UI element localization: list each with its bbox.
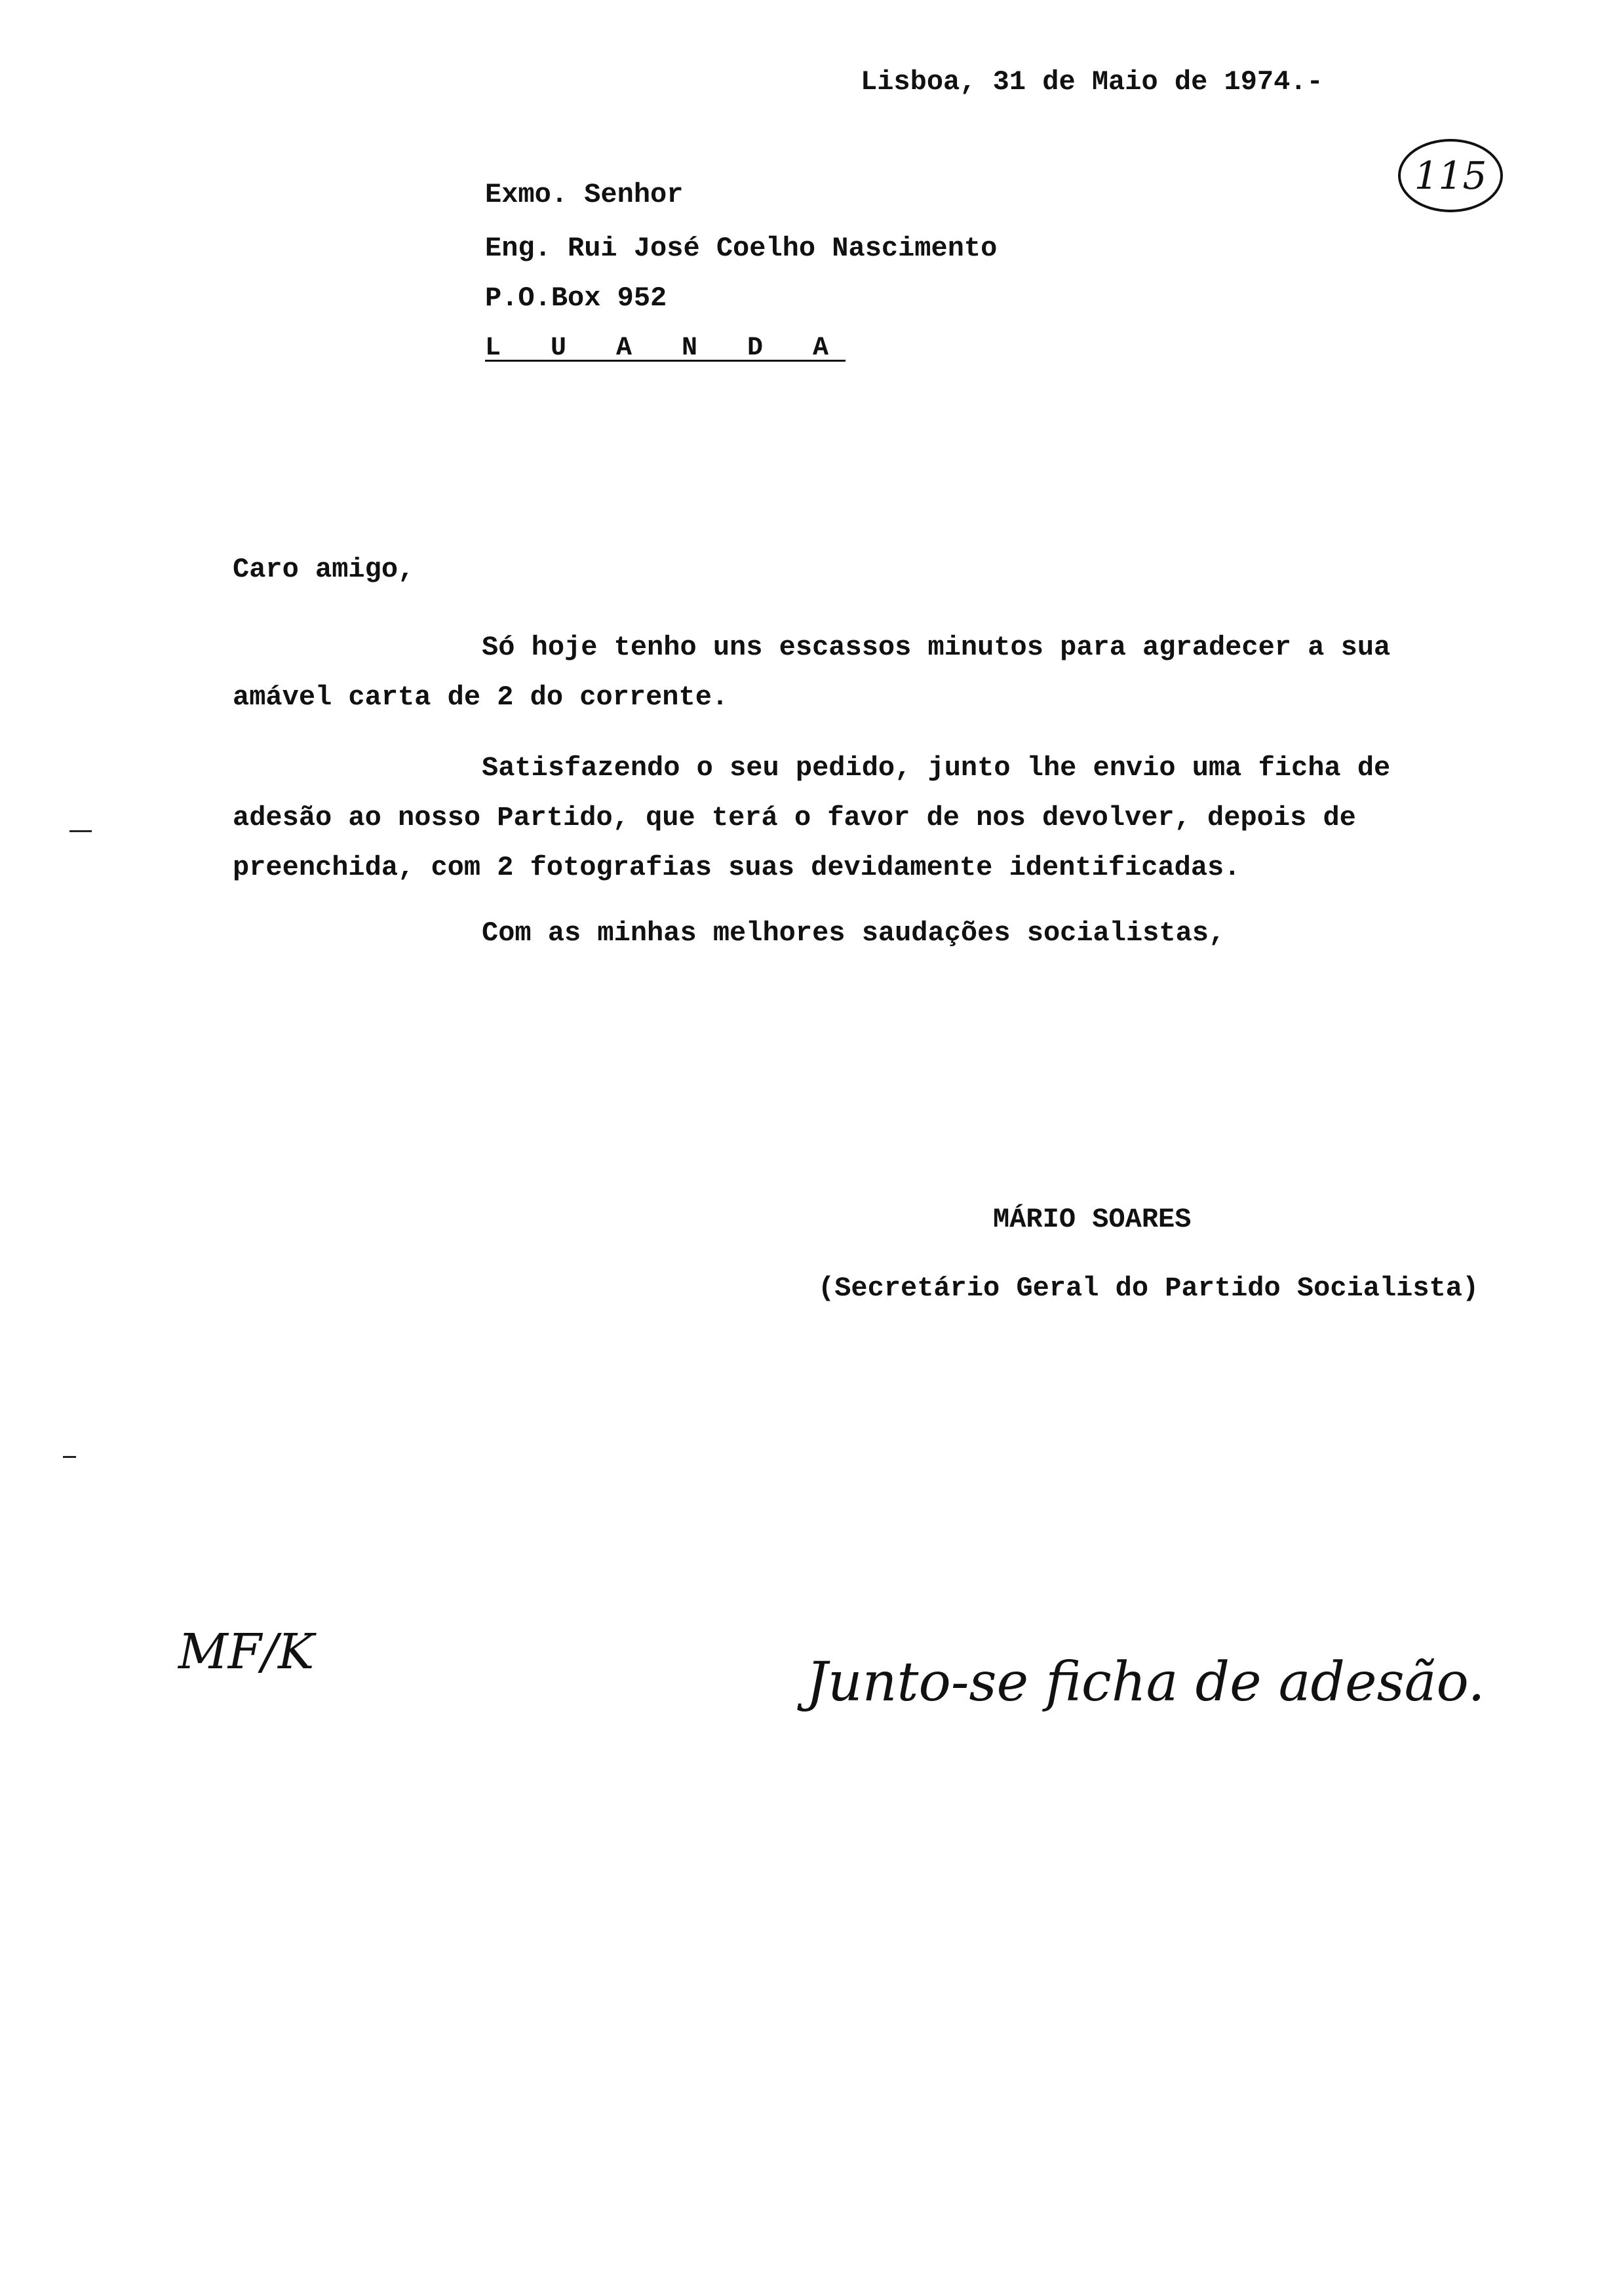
margin-mark-upper xyxy=(69,830,92,832)
paragraph-1-line-2: amável carta de 2 do corrente. xyxy=(233,681,729,713)
greeting: Caro amigo, xyxy=(233,554,415,585)
signatory-title: (Secretário Geral do Partido Socialista) xyxy=(818,1272,1479,1304)
handwritten-note: Junto-se ficha de adesão. xyxy=(806,1651,1485,1713)
archive-number-stamp xyxy=(1398,139,1503,212)
paragraph-1-line-1: Só hoje tenho uns escassos minutos para agradecer a sua xyxy=(482,632,1391,663)
paragraph-2-line-1: Satisfazendo o seu pedido, junto lhe envio uma ficha de xyxy=(482,752,1391,784)
recipient-name: Eng. Rui José Coelho Nascimento xyxy=(485,233,998,264)
signatory-name: MÁRIO SOARES xyxy=(993,1204,1192,1235)
recipient-city: L U A N D A xyxy=(485,334,846,363)
handwritten-initials: MF/K xyxy=(178,1624,315,1680)
recipient-po-box: P.O.Box 952 xyxy=(485,282,667,314)
paragraph-2 xyxy=(233,748,1390,898)
paragraph-1 xyxy=(233,628,1390,727)
paragraph-2-line-3: preenchida, com 2 fotografias suas devidamente identificadas. xyxy=(233,852,1241,883)
closing-line: Com as minhas melhores saudações socialistas, xyxy=(482,917,1226,949)
archive-number: 115 xyxy=(1414,153,1487,198)
paragraph-2-line-2: adesão ao nosso Partido, que terá o favor de nos devolver, depois de xyxy=(233,802,1356,833)
margin-mark-lower xyxy=(63,1456,76,1458)
recipient-salutation-title: Exmo. Senhor xyxy=(485,179,684,210)
date-line: Lisboa, 31 de Maio de 1974.- xyxy=(861,66,1323,98)
